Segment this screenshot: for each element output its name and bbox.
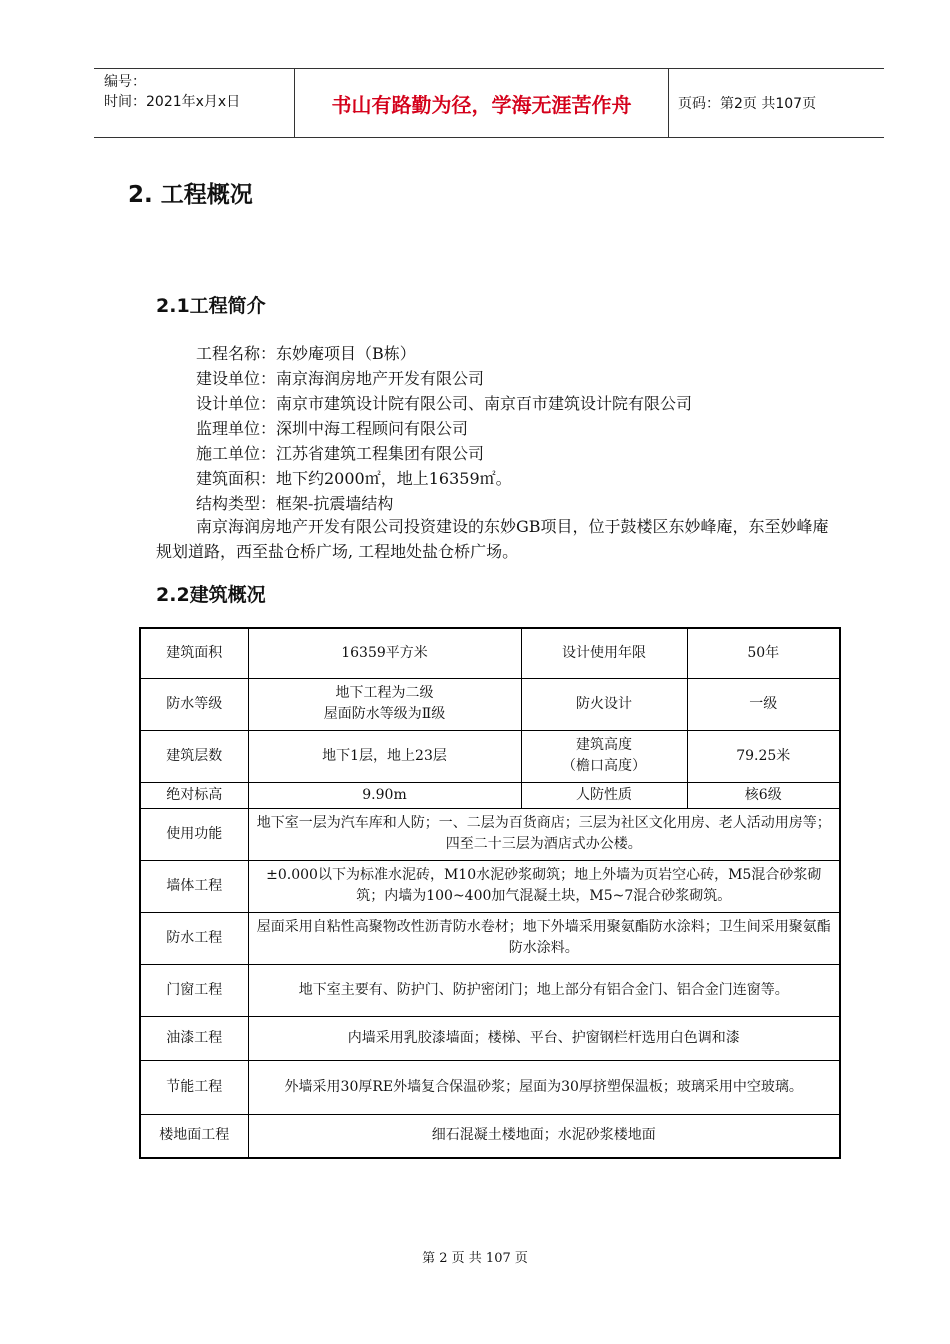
- table-value-cell: 地下室主要有、防护门、防护密闭门；地上部分有铝合金门、铝合金门连窗等。: [248, 964, 840, 1016]
- table-value-cell: 地下室一层为汽车库和人防；一、二层为百货商店；三层为社区文化用房、老人活动用房等；四至二十三层为酒店式办公楼。: [248, 808, 840, 860]
- table-row: [140, 964, 840, 1016]
- table-value-cell: 79.25米: [687, 730, 840, 782]
- table-label-cell: 防水等级: [140, 678, 248, 730]
- info-line: 建设单位：南京海润房地产开发有限公司: [196, 369, 485, 388]
- header-divider: [668, 69, 669, 137]
- table-label-cell: 防火设计: [521, 678, 687, 730]
- table-row: [140, 1114, 840, 1158]
- code-label: 编号：: [104, 74, 146, 90]
- table-value-cell: 屋面采用自粘性高聚物改性沥青防水卷材；地下外墙采用聚氨酯防水涂料；卫生间采用聚氨酯防水涂料。: [248, 912, 840, 964]
- table-label-cell: 设计使用年限: [521, 628, 687, 678]
- table-label-cell: 建筑高度 （檐口高度）: [521, 730, 687, 782]
- table-label-cell: 楼地面工程: [140, 1114, 248, 1158]
- header-motto: 书山有路勤为径，学海无涯苦作舟: [331, 92, 632, 117]
- table-value-cell: 外墙采用30厚RE外墙复合保温砂浆；屋面为30厚挤塑保温板；玻璃采用中空玻璃。: [248, 1060, 840, 1114]
- table-label-cell: 绝对标高: [140, 782, 248, 808]
- table-value-cell: 50年: [687, 628, 840, 678]
- info-line: 设计单位：南京市建筑设计院有限公司、南京百市建筑设计院有限公司: [196, 394, 693, 413]
- table-row: [140, 730, 840, 782]
- section-title: 2. 工程概况: [128, 182, 253, 208]
- table-row: [140, 912, 840, 964]
- intro-paragraph-text: 南京海润房地产开发有限公司投资建设的东妙GB项目，位于鼓楼区东妙峰庵，东至妙峰庵规划道路，西至盐仓桥广场, 工程地处盐仓桥广场。: [156, 517, 829, 561]
- table-label-cell: 节能工程: [140, 1060, 248, 1114]
- page-footer: 第 2 页 共 107 页: [422, 1251, 528, 1266]
- table-label-cell: 墙体工程: [140, 860, 248, 912]
- table-value-cell: ±0.000以下为标准水泥砖，M10水泥砂浆砌筑；地上外墙为页岩空心砖，M5混合砂浆砌筑；内墙为100~400加气混凝土块，M5~7混合砂浆砌筑。: [248, 860, 840, 912]
- table-value-cell: 核6级: [687, 782, 840, 808]
- table-value-cell: 地下工程为二级 屋面防水等级为Ⅱ级: [248, 678, 521, 730]
- intro-paragraph: [156, 514, 836, 564]
- header-page-number: 页码：第2页 共107页: [678, 96, 817, 112]
- header-meta: [94, 69, 294, 137]
- table-row: [140, 628, 840, 678]
- table-value-cell: 细石混凝土楼地面；水泥砂浆楼地面: [248, 1114, 840, 1158]
- table-row: [140, 1060, 840, 1114]
- table-label-cell: 油漆工程: [140, 1016, 248, 1060]
- table-label-cell: 建筑层数: [140, 730, 248, 782]
- info-line: 工程名称：东妙庵项目（B栋）: [196, 344, 416, 363]
- table-label-cell: 门窗工程: [140, 964, 248, 1016]
- info-line: 建筑面积：地下约2000㎡，地上16359㎡。: [196, 469, 512, 488]
- table-row: [140, 860, 840, 912]
- table-label-cell: 人防性质: [521, 782, 687, 808]
- table-row: [140, 782, 840, 808]
- table-row: [140, 678, 840, 730]
- table-row: [140, 808, 840, 860]
- info-line: 监理单位：深圳中海工程顾问有限公司: [196, 419, 469, 438]
- info-line: 施工单位：江苏省建筑工程集团有限公司: [196, 444, 485, 463]
- page-header: [94, 68, 884, 138]
- table-value-cell: 一级: [687, 678, 840, 730]
- table-value-cell: 9.90m: [248, 782, 521, 808]
- info-line: 结构类型：框架-抗震墙结构: [196, 494, 394, 513]
- time-label: 时间：2021年x月x日: [104, 94, 241, 110]
- table-label-cell: 建筑面积: [140, 628, 248, 678]
- subsection-title-intro: 2.1工程简介: [156, 295, 266, 317]
- table-label-cell: 防水工程: [140, 912, 248, 964]
- building-overview-table: [139, 627, 841, 1159]
- table-value-cell: 16359平方米: [248, 628, 521, 678]
- table-row: [140, 1016, 840, 1060]
- table-value-cell: 地下1层，地上23层: [248, 730, 521, 782]
- table-label-cell: 使用功能: [140, 808, 248, 860]
- subsection-title-overview: 2.2建筑概况: [156, 584, 266, 606]
- table-value-cell: 内墙采用乳胶漆墙面；楼梯、平台、护窗钢栏杆选用白色调和漆: [248, 1016, 840, 1060]
